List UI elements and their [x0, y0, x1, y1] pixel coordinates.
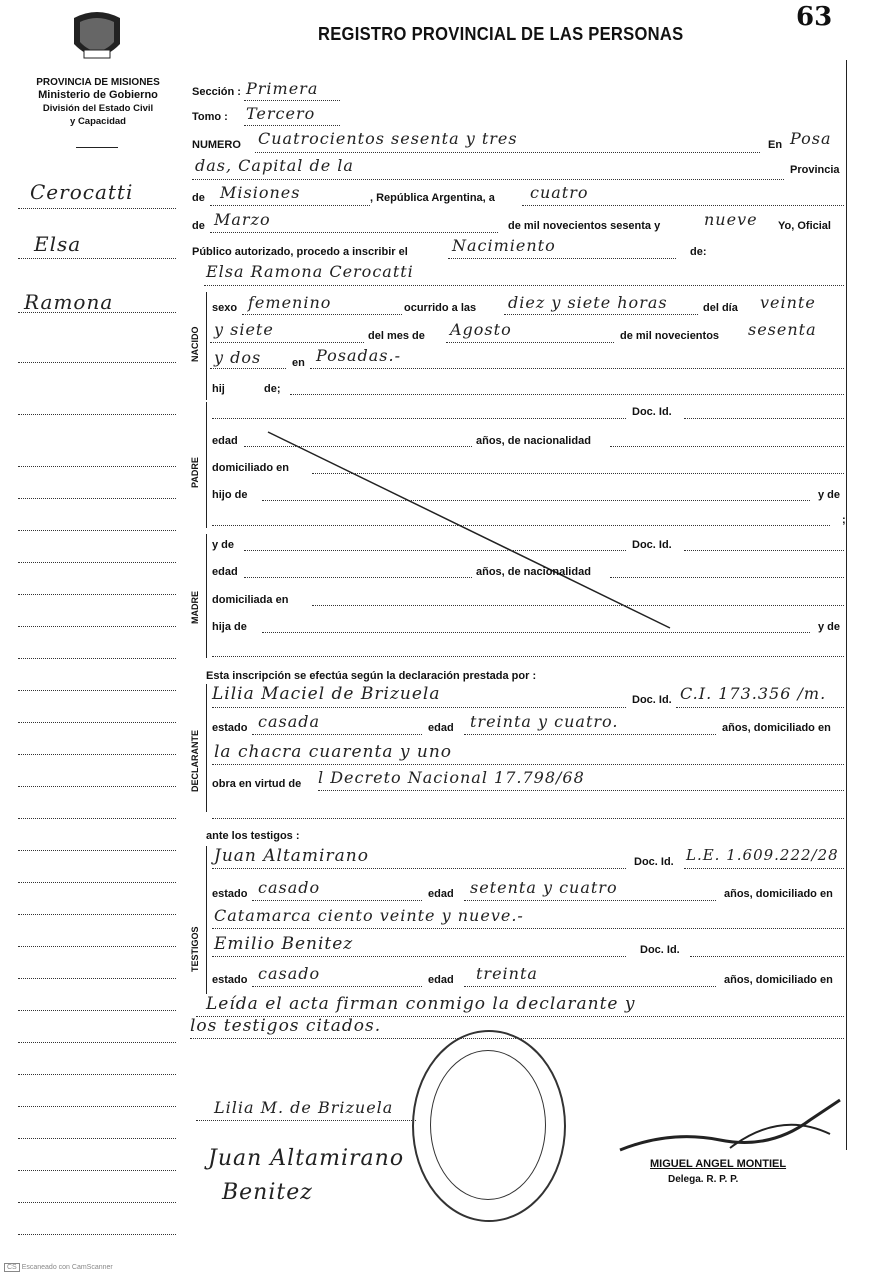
- madre-border: [206, 534, 207, 658]
- testigo2-estado-label: estado: [212, 974, 248, 986]
- officer-signature-scribble: [610, 1090, 850, 1160]
- obra-label: obra en virtud de: [212, 778, 302, 790]
- declarante-anos-label: años, domiciliado en: [722, 722, 831, 734]
- seal-inner-ring: [430, 1050, 546, 1200]
- declarante-border: [206, 684, 207, 812]
- padre-doc-label: Doc. Id.: [632, 406, 672, 418]
- madre-domicilio-label: domiciliada en: [212, 594, 289, 606]
- margin-name-2: Ramona: [24, 290, 114, 314]
- madre-section-label: MADRE: [190, 591, 200, 624]
- anio-value: nueve: [704, 210, 758, 229]
- provincia-value: Misiones: [220, 183, 301, 202]
- declarante-edad-label: edad: [428, 722, 454, 734]
- testigo2-edad-label: edad: [428, 974, 454, 986]
- testigo1-doc-label: Doc. Id.: [634, 856, 674, 868]
- lugar-nac-value: Posadas.-: [316, 346, 401, 365]
- testigo2-nombre-value: Emilio Benitez: [214, 934, 354, 954]
- signature-declarante: Lilia M. de Brizuela: [214, 1098, 394, 1117]
- coat-of-arms-emblem: [66, 8, 128, 66]
- officer-name: MIGUEL ANGEL MONTIEL: [650, 1158, 787, 1170]
- nombre-value: Elsa Ramona Cerocatti: [206, 262, 414, 281]
- mes-nac-value: Agosto: [450, 320, 512, 339]
- tomo-label: Tomo :: [192, 111, 228, 123]
- testigo2-edad-value: treinta: [476, 964, 538, 983]
- seccion-value: Primera: [246, 79, 319, 98]
- madre-y-de-label-2: y de: [818, 621, 841, 633]
- nacido-section-label: NACIDO: [190, 326, 200, 362]
- padre-y-de-label: y de: [818, 489, 841, 501]
- hora-value: diez y siete horas: [508, 293, 668, 312]
- del-dia-label: del día: [703, 302, 738, 314]
- del-mes-label: del mes de: [368, 330, 425, 342]
- testigo1-edad-label: edad: [428, 888, 454, 900]
- margin-surname: Cerocatti: [30, 180, 134, 204]
- publico-label: Público autorizado, procedo a inscribir el: [192, 246, 408, 258]
- testigo1-dom-value: Catamarca ciento veinte y nueve.-: [214, 906, 524, 925]
- de-label-2: de: [192, 220, 205, 232]
- page-number: 63: [796, 2, 833, 32]
- padre-anos-label: años, de nacionalidad: [476, 435, 591, 447]
- republica-label: , República Argentina, a: [370, 192, 495, 204]
- testigo1-estado-label: estado: [212, 888, 248, 900]
- cierre-line-2: los testigos citados.: [190, 1016, 382, 1036]
- yo-oficial-label: Yo, Oficial: [778, 220, 831, 232]
- padre-border: [206, 402, 207, 528]
- nacido-border: [206, 292, 207, 400]
- officer-title: Delega. R. P. P.: [668, 1174, 739, 1185]
- padre-hijo-label: hijo de: [212, 489, 248, 501]
- dia-nac-value-b: y siete: [214, 320, 274, 339]
- declarante-estado-label: estado: [212, 722, 248, 734]
- testigo1-anos-label: años, domiciliado en: [724, 888, 833, 900]
- madre-doc-label: Doc. Id.: [632, 539, 672, 551]
- anio-nac-value-a: sesenta: [748, 320, 817, 339]
- signature-testigo-1: Juan Altamirano: [208, 1146, 405, 1171]
- de-mil-label: de mil novecientos: [620, 330, 720, 342]
- scanner-watermark: CS Escaneado con CamScanner: [4, 1264, 113, 1271]
- ocurrido-label: ocurrido a las: [404, 302, 477, 314]
- de-colon-label: de:: [690, 246, 707, 258]
- seccion-label: Sección :: [192, 86, 241, 98]
- acto-value: Nacimiento: [452, 236, 556, 255]
- signature-testigo-2: Benitez: [222, 1180, 313, 1205]
- sexo-value: femenino: [248, 293, 332, 312]
- numero-label: NUMERO: [192, 139, 241, 151]
- margin-name-1: Elsa: [34, 232, 82, 256]
- declarante-section-label: DECLARANTE: [190, 730, 200, 792]
- numero-value: Cuatrocientos sesenta y tres: [258, 129, 518, 148]
- cierre-line-1: Leída el acta firman conmigo la declarante y: [206, 994, 636, 1014]
- testigo2-anos-label: años, domiciliado en: [724, 974, 833, 986]
- testigo2-estado-value: casado: [258, 964, 321, 983]
- ministry-name: Ministerio de Gobierno: [38, 89, 158, 101]
- header-rule: [76, 147, 118, 148]
- document-title: REGISTRO PROVINCIAL DE LAS PERSONAS: [318, 24, 684, 44]
- de-semi-label: de;: [264, 383, 281, 395]
- testigo1-edad-value: setenta y cuatro: [470, 878, 618, 897]
- sexo-label: sexo: [212, 302, 238, 314]
- testigos-section-label: TESTIGOS: [190, 926, 200, 972]
- de-mil-sesenta-label: de mil novecientos sesenta y: [508, 220, 661, 232]
- en-label: En: [768, 139, 783, 151]
- dia-nac-value-a: veinte: [760, 293, 816, 312]
- provincia-label: Provincia: [790, 164, 840, 176]
- en-label-2: en: [292, 357, 305, 369]
- de-label-1: de: [192, 192, 205, 204]
- padre-domicilio-label: domiciliado en: [212, 462, 290, 474]
- testigo1-nombre-value: Juan Altamirano: [214, 846, 369, 866]
- ciudad-value-b: das, Capital de la: [195, 156, 354, 175]
- padre-section-label: PADRE: [190, 457, 200, 488]
- declarante-estado-value: casada: [258, 712, 321, 731]
- testigo1-estado-value: casado: [258, 878, 321, 897]
- padre-semicolon: ;: [842, 514, 846, 526]
- anio-nac-value-b: y dos: [214, 348, 262, 367]
- padre-edad-label: edad: [212, 435, 238, 447]
- org-header: [0, 76, 196, 128]
- declarante-edad-value: treinta y cuatro.: [470, 712, 619, 731]
- right-border: [846, 60, 847, 1150]
- ante-testigos-label: ante los testigos :: [206, 830, 300, 842]
- madre-anos-label: años, de nacionalidad: [476, 566, 591, 578]
- dia-value: cuatro: [530, 183, 589, 202]
- testigo2-doc-label: Doc. Id.: [640, 944, 680, 956]
- inscripcion-label: Esta inscripción se efectúa según la declaración prestada por :: [206, 670, 537, 682]
- ciudad-value-a: Posa: [790, 129, 832, 148]
- division-name-2: y Capacidad: [70, 116, 126, 127]
- madre-hija-label: hija de: [212, 621, 247, 633]
- declarante-dom-value: la chacra cuarenta y uno: [214, 742, 453, 762]
- testigos-border: [206, 846, 207, 994]
- division-name: División del Estado Civil: [42, 103, 154, 114]
- declarante-nombre-value: Lilia Maciel de Brizuela: [212, 684, 441, 704]
- declarante-doc-value: C.I. 173.356 /m.: [680, 684, 827, 703]
- declarante-doc-label: Doc. Id.: [632, 694, 672, 706]
- province-name: PROVINCIA DE MISIONES: [36, 77, 160, 88]
- hij-label: hij: [212, 383, 225, 395]
- testigo1-doc-value: L.E. 1.609.222/28: [686, 846, 839, 864]
- official-seal-stamp: [412, 1030, 566, 1222]
- mes-value: Marzo: [214, 210, 271, 229]
- tomo-value: Tercero: [246, 104, 316, 123]
- scanner-text: Escaneado con CamScanner: [21, 1264, 113, 1271]
- madre-y-de-label: y de: [212, 539, 235, 551]
- decreto-value: l Decreto Nacional 17.798/68: [318, 768, 585, 787]
- madre-edad-label: edad: [212, 566, 238, 578]
